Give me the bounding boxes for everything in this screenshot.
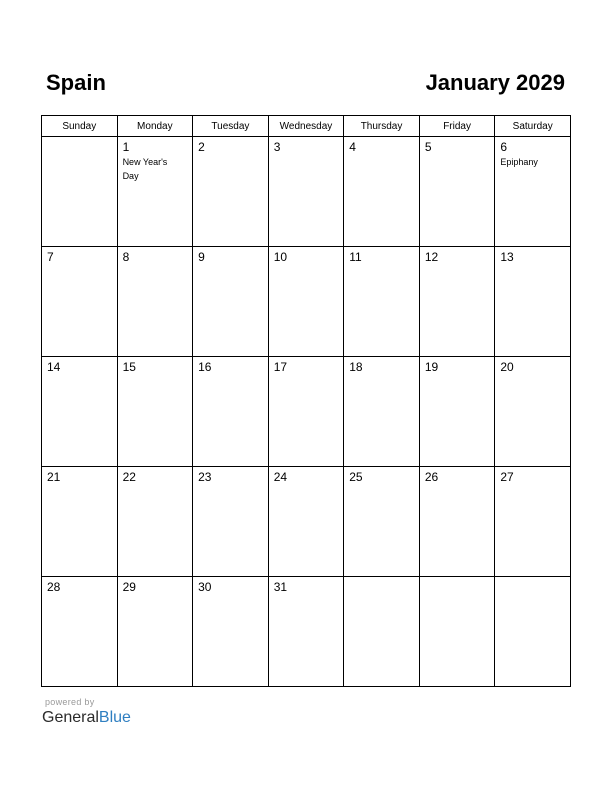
day-cell <box>117 577 193 687</box>
day-cell <box>193 247 269 357</box>
day-number: 9 <box>198 250 205 264</box>
day-cell <box>344 577 420 687</box>
weekday-wednesday: Wednesday <box>268 116 344 137</box>
day-cell <box>344 357 420 467</box>
day-number: 20 <box>500 360 514 374</box>
day-cell <box>419 577 495 687</box>
day-cell <box>419 247 495 357</box>
day-number: 25 <box>349 470 363 484</box>
day-number <box>420 577 495 580</box>
day-number: 13 <box>500 250 514 264</box>
day-cell <box>42 467 118 577</box>
day-cell <box>419 357 495 467</box>
day-number: 24 <box>273 470 288 484</box>
brand-general-text: General <box>42 709 99 726</box>
day-number: 29 <box>122 580 136 594</box>
day-number: 8 <box>122 250 130 264</box>
day-cell <box>193 577 269 687</box>
day-number <box>495 577 570 580</box>
day-number: 4 <box>349 140 356 154</box>
day-cell <box>495 357 571 467</box>
week-row <box>42 247 571 357</box>
weekday-thursday: Thursday <box>344 116 420 137</box>
day-cell <box>193 357 269 467</box>
day-number: 31 <box>273 580 288 594</box>
day-cell <box>193 467 269 577</box>
day-cell <box>344 137 420 247</box>
country-title: Spain <box>46 70 106 95</box>
powered-by-label: powered by <box>45 697 95 707</box>
day-cell <box>193 137 269 247</box>
weekday-sunday: Sunday <box>42 116 118 137</box>
weekday-friday: Friday <box>419 116 495 137</box>
week-row <box>42 577 571 687</box>
day-cell <box>419 467 495 577</box>
day-cell <box>268 357 344 467</box>
day-number: 1 <box>122 140 130 154</box>
day-cell <box>495 247 571 357</box>
day-cell <box>117 357 193 467</box>
week-row <box>42 357 571 467</box>
day-number: 7 <box>47 250 54 264</box>
weekday-tuesday: Tuesday <box>193 116 269 137</box>
day-cell <box>495 137 571 247</box>
holiday-label: Epiphany <box>500 157 538 167</box>
day-cell <box>117 467 193 577</box>
day-number: 10 <box>273 250 288 264</box>
day-cell <box>344 467 420 577</box>
day-number <box>42 137 117 140</box>
day-number: 12 <box>424 250 439 264</box>
calendar-grid <box>41 115 571 687</box>
day-cell <box>495 467 571 577</box>
day-number: 2 <box>198 140 205 154</box>
day-number: 17 <box>273 360 288 374</box>
generalblue-logo <box>42 708 131 728</box>
day-number: 16 <box>198 360 212 374</box>
day-number: 15 <box>122 360 136 374</box>
day-cell <box>344 247 420 357</box>
day-number: 30 <box>198 580 212 594</box>
day-number: 11 <box>349 250 362 264</box>
day-number <box>344 577 419 580</box>
day-cell <box>268 467 344 577</box>
weekday-monday: Monday <box>117 116 193 137</box>
brand-blue-text: Blue <box>98 709 131 726</box>
day-cell <box>117 247 193 357</box>
day-cell <box>42 247 118 357</box>
day-cell <box>268 247 344 357</box>
day-number: 21 <box>47 470 61 484</box>
day-number: 27 <box>500 470 514 484</box>
day-number: 28 <box>47 580 61 594</box>
day-number: 14 <box>47 360 61 374</box>
week-row <box>42 467 571 577</box>
day-number: 19 <box>424 360 439 374</box>
month-year-title: January 2029 <box>425 70 565 95</box>
week-row <box>42 137 571 247</box>
day-number: 5 <box>424 140 432 154</box>
day-cell <box>268 137 344 247</box>
day-number: 26 <box>424 470 439 484</box>
day-cell <box>117 137 193 247</box>
weekday-header-row <box>42 116 571 137</box>
day-number: 18 <box>349 360 363 374</box>
day-cell <box>42 357 118 467</box>
day-number: 23 <box>198 470 212 484</box>
day-cell <box>42 137 118 247</box>
day-number: 22 <box>122 470 136 484</box>
day-cell <box>42 577 118 687</box>
day-cell <box>268 577 344 687</box>
day-cell <box>419 137 495 247</box>
day-number: 3 <box>273 140 281 154</box>
day-number: 6 <box>500 140 508 154</box>
weekday-saturday: Saturday <box>495 116 571 137</box>
holiday-label: New Year's Day <box>122 157 168 181</box>
footer-brand <box>42 697 131 728</box>
day-cell <box>495 577 571 687</box>
